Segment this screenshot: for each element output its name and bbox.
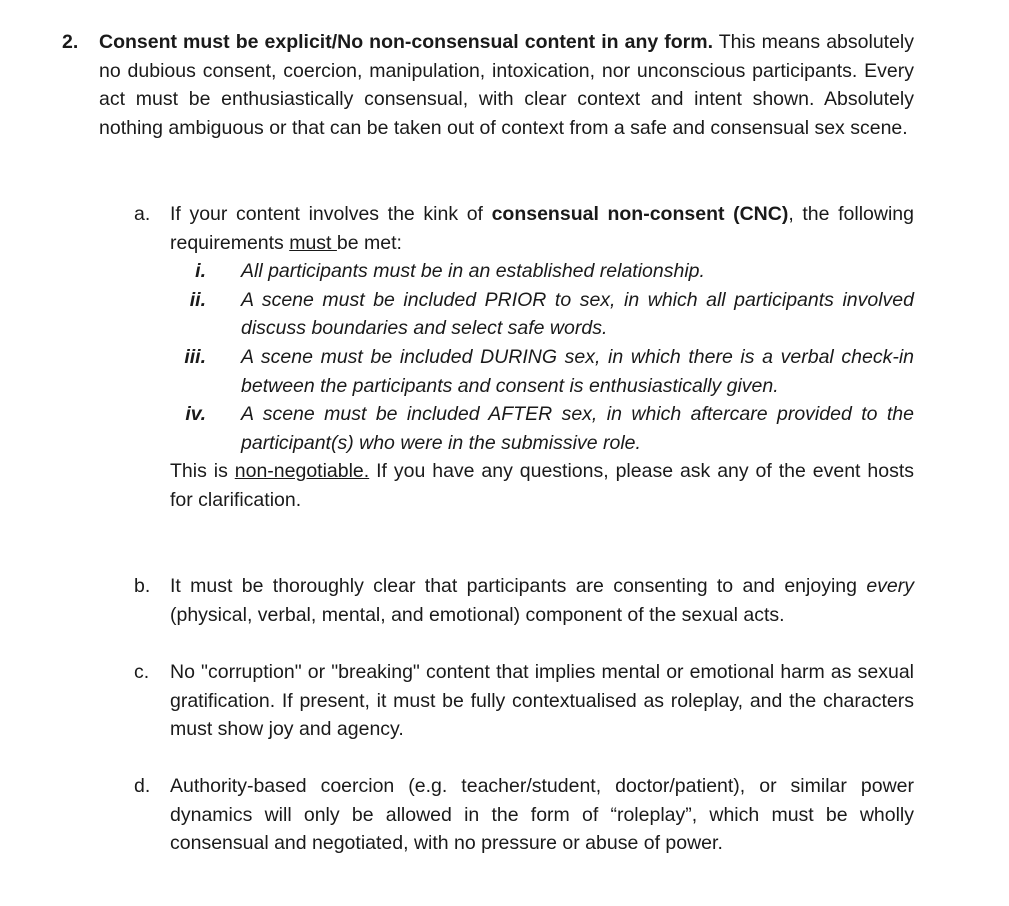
subrule-a-closing: [170, 457, 914, 514]
subrule-c-body: No "corruption" or "breaking" content that implies mental or emotional harm as sexual gratification. If present, it must be fully contextualised as roleplay, and the characters must show joy and agency.: [170, 661, 914, 741]
must-emphasis: must: [289, 231, 337, 254]
subrule-b: [134, 572, 914, 629]
requirement-number: iv.: [185, 403, 206, 426]
subrule-a-intro-text-2: , the following requirements: [170, 203, 914, 254]
rule-heading: Consent must be explicit/No non-consensual content in any form.: [99, 31, 714, 53]
rule-2-body: [99, 28, 914, 142]
closing-text-2: If you have any questions, please ask any of the event hosts for clarification.: [170, 460, 914, 511]
subrule-d: [134, 772, 914, 858]
subrule-d-letter: d.: [134, 775, 151, 797]
subrule-b-letter: b.: [134, 575, 151, 597]
requirement-number: ii.: [189, 288, 206, 311]
subrule-b-text: It must be thoroughly clear that participants are consenting to and enjoying: [170, 575, 867, 597]
requirement-item: [170, 257, 914, 286]
subrule-a-intro-text: If your content involves the kink of: [170, 203, 492, 225]
cnc-requirements-list: [170, 257, 914, 457]
subrule-c-letter: c.: [134, 661, 150, 683]
subrule-a: [134, 200, 914, 515]
every-emphasis: every: [866, 575, 914, 597]
requirement-item: [170, 286, 914, 343]
subrule-a-letter: a.: [134, 203, 151, 225]
requirement-item: [170, 343, 914, 400]
requirement-number: iii.: [184, 345, 206, 368]
requirement-number: i.: [195, 260, 206, 283]
requirement-text: A scene must be included AFTER sex, in which aftercare provided to the participant(s) who were in the submissive role.: [241, 403, 914, 454]
rule-number: 2.: [62, 31, 79, 53]
requirement-text: All participants must be in an established relationship.: [241, 260, 705, 283]
cnc-term: consensual non-consent (CNC): [491, 203, 789, 225]
subrule-b-text-2: (physical, verbal, mental, and emotional) component of the sexual acts.: [170, 603, 785, 626]
requirement-item: [170, 400, 914, 457]
rule-2: [62, 28, 914, 142]
requirement-text: A scene must be included DURING sex, in which there is a verbal check-in between the participants and consent is enthusiastically given.: [241, 345, 914, 397]
rule-text: This means absolutely no dubious consent, coercion, manipulation, intoxication, nor unconscious participants. Every act must be enthusiastically consensual, with clear context and intent shown. Absolutely nothing ambiguous or that can be taken out of context from a safe and consensual sex scene.: [99, 31, 915, 139]
subrule-c: [134, 658, 914, 744]
closing-text: This is: [170, 460, 235, 483]
subrule-d-body: Authority-based coercion (e.g. teacher/student, doctor/patient), or similar power dynamics will only be allowed in the form of “roleplay”, which must be wholly consensual and negotiated, with no pressure or abuse of power.: [170, 775, 914, 855]
subrule-a-intro-text-3: be met:: [336, 231, 402, 254]
subrule-b-body: [170, 572, 914, 629]
subrule-a-body: [170, 200, 914, 515]
non-negotiable-emphasis: non-negotiable.: [234, 460, 370, 483]
requirement-text: A scene must be included PRIOR to sex, in which all participants involved discuss boundaries and select safe words.: [241, 288, 914, 340]
subrule-a-intro: [170, 200, 914, 257]
